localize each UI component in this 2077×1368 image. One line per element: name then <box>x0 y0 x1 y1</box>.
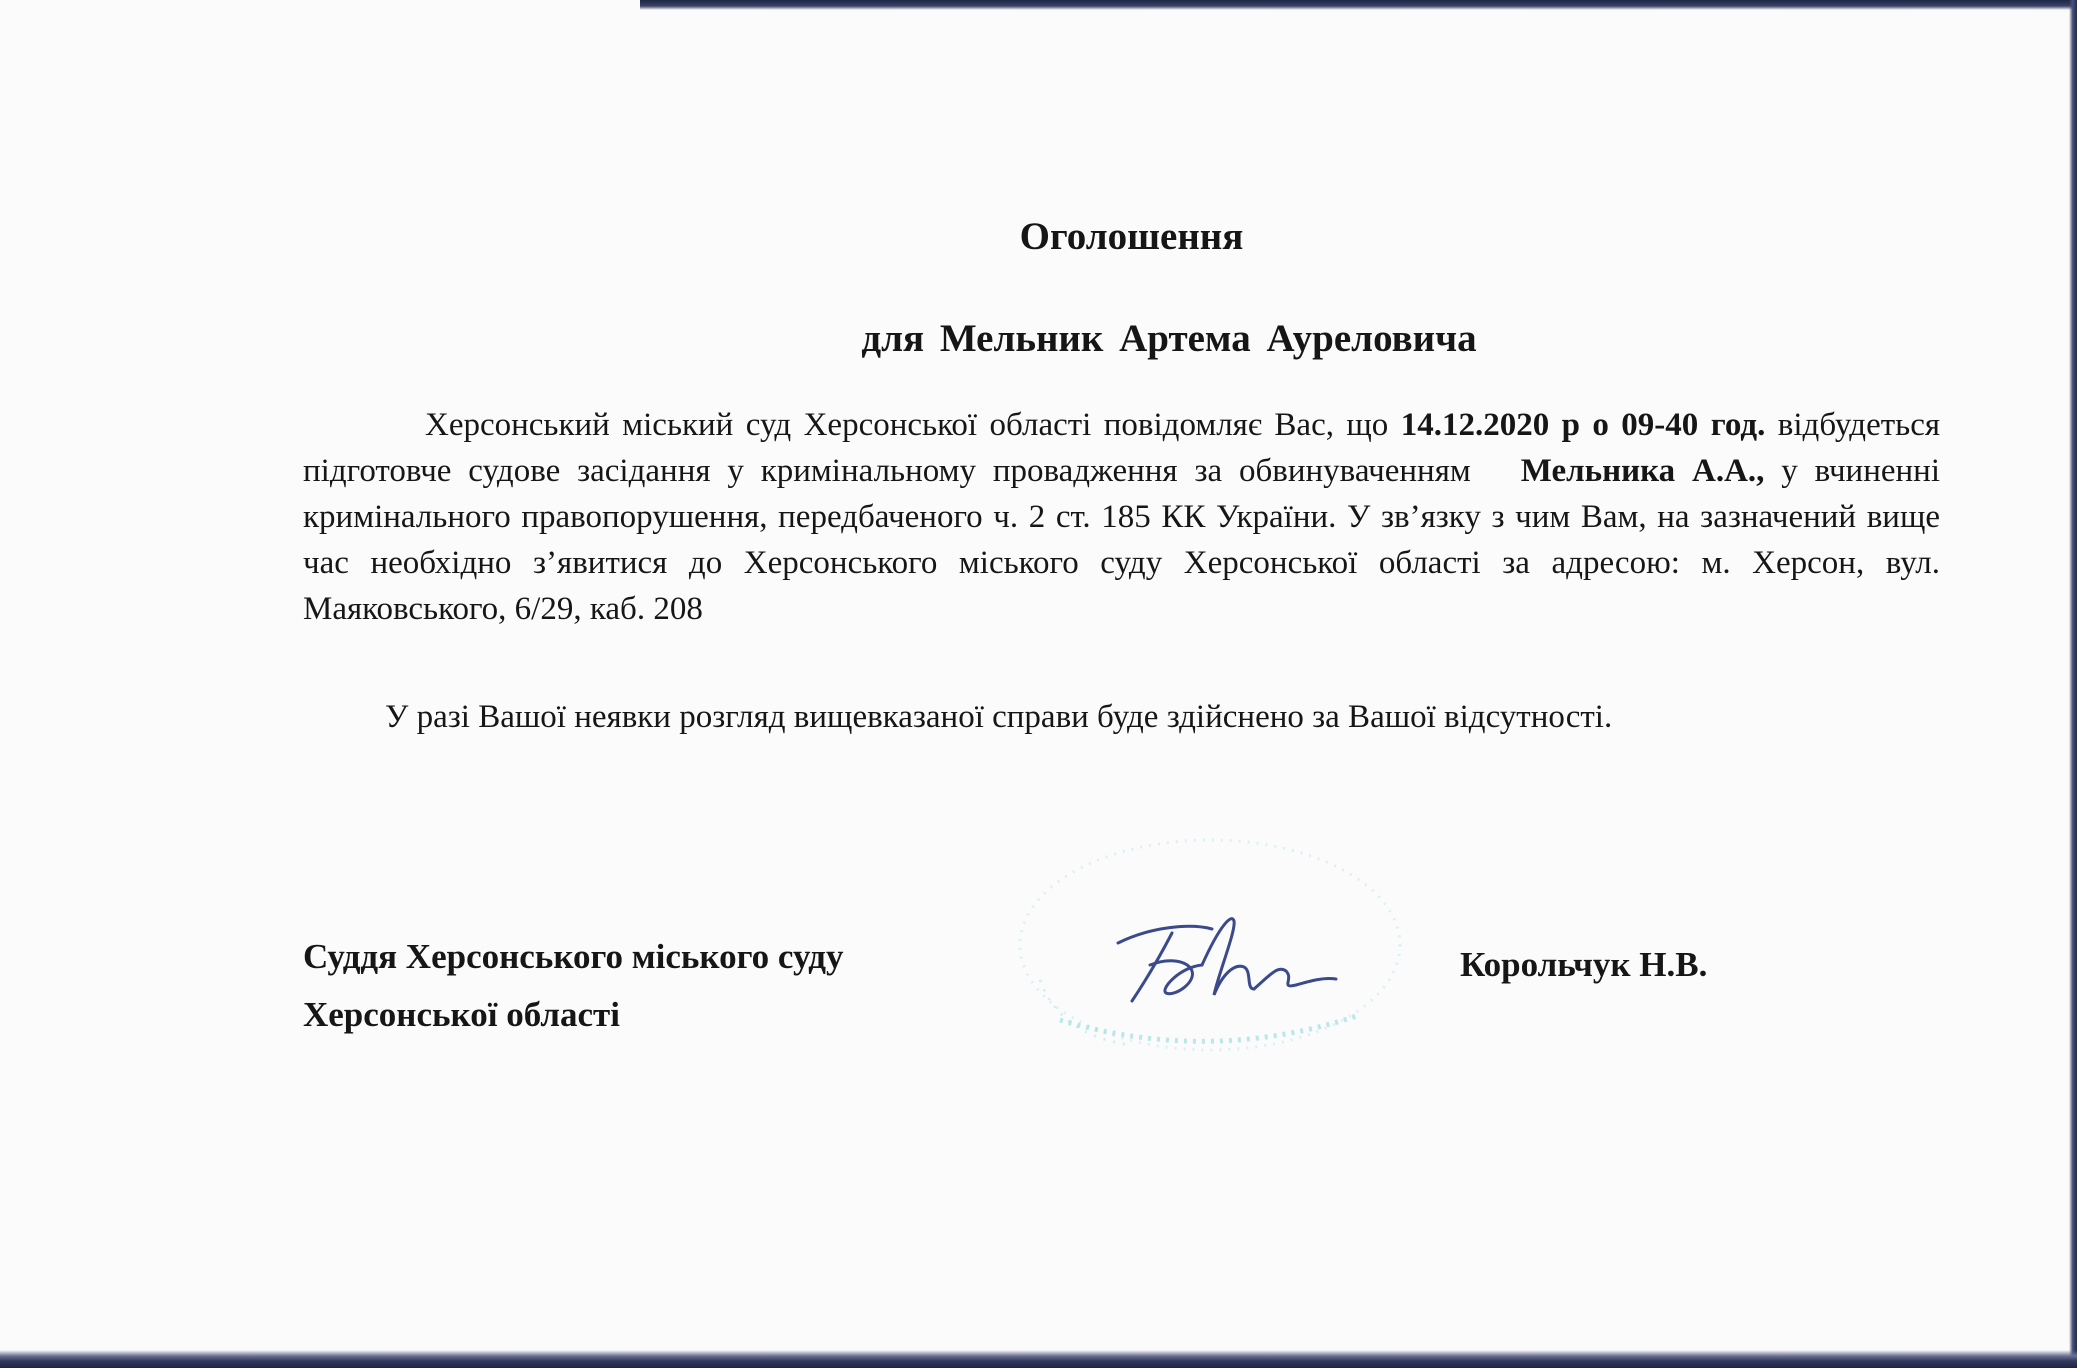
signatory-position-line-2: Херсонської області <box>303 995 620 1034</box>
summons-paragraph <box>303 402 1940 632</box>
signatory-position <box>303 928 1003 1044</box>
signatory-position-line-1: Суддя Херсонського міського суду <box>303 937 844 976</box>
judge-signature <box>1110 905 1340 1015</box>
summons-text-1: Херсонський міський суд Херсонської області повідомляє Вас, що <box>425 407 1401 443</box>
absence-warning-paragraph: У разі Вашої неявки розгляд вищевказаної справи буде здійснено за Вашої відсутності. <box>385 699 1613 735</box>
document-title: Оголошення <box>1019 215 1244 258</box>
signatory-name: Корольчук Н.В. <box>1460 945 1708 984</box>
addressee-line: для Мельник Артема Ауреловича <box>861 317 1477 360</box>
summons-text-3: у вчиненні кримінального правопорушення, передбаченого ч. 2 ст. 185 КК України. У зв’язку з чим Вам, на зазначений вище час необхідно з’явитися до Херсонського міського суду Херсонської області за адресою: м. Херсон, вул. Маяковського, 6/29, каб. 208 <box>303 453 1940 627</box>
hearing-datetime: 14.12.2020 р о 09-40 год. <box>1400 407 1766 443</box>
scan-edge-right <box>2069 0 2077 1368</box>
summons-text-2: відбудеться підготовче судове засідання у кримінальному провадження за обвинуваченням <box>303 407 1941 489</box>
scan-edge-bottom <box>0 1350 2077 1368</box>
accused-name: Мельника А.А., <box>1520 453 1765 489</box>
scan-edge-top <box>640 0 2077 10</box>
